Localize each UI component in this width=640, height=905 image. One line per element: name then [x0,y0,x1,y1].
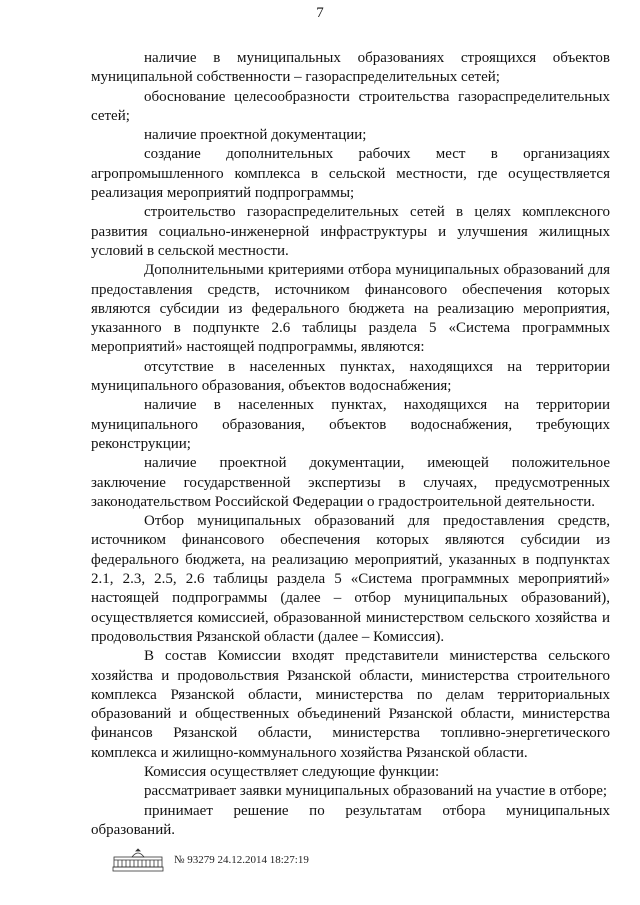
paragraph: наличие в муниципальных образованиях строящихся объектов муниципальной собственности – газораспределительных сетей; [91,50,610,86]
paragraph: строительство газораспределительных сетей в целях комплексного развития социально-инженерной инфраструктуры и улучшения жилищных условий в сельской местности. [91,204,610,259]
paragraph: наличие проектной документации; [144,127,367,144]
paragraph: Отбор муниципальных образований для предоставления средств, источником финансового обеспечения которых являются субсидии из федерального бюджета, на реализацию мероприятий, указанных в подпунктах 2.1, 2.3, 2.5, 2.6 таблицы раздела 5 «Система программных мероприятий» настоящей подпрограммы (далее – отбор муниципальных образований), осуществляется комиссией, образованной министерством сельского хозяйства и продовольствия Рязанской области (далее – Комиссия). [91,513,610,645]
paragraph: наличие в населенных пунктах, находящихся на территории муниципального образования, объектов водоснабжения, требующих реконструкции; [91,397,610,452]
page-number: 7 [316,5,324,21]
paragraph: Дополнительными критериями отбора муниципальных образований для предоставления средств, источником финансового обеспечения которых являются субсидии из федерального бюджета на реализацию мероприятия, указанного в подпункте 2.6 таблицы раздела 5 «Система программных мероприятий» настоящей подпрограммы, являются: [91,262,610,356]
paragraph: наличие проектной документации, имеющей положительное заключение государственной экспертизы в случаях, предусмотренных законодательством Российской Федерации о градостроительной деятельности. [91,455,610,510]
paragraph: рассматривает заявки муниципальных образований на участие в отборе; [144,783,608,800]
document-footer [112,848,412,874]
paragraph: создание дополнительных рабочих мест в организациях агропромышленного комплекса в сельской местности, где осуществляется реализация мероприятий подпрограммы; [91,146,610,202]
paragraph: Комиссия осуществляет следующие функции: [144,763,440,780]
paragraph: отсутствие в населенных пунктах, находящихся на территории муниципального образования, объектов водоснабжения; [91,358,610,395]
paragraph: обоснование целесообразности строительства газораспределительных сетей; [91,88,610,124]
paragraph: принимает решение по результатам отбора муниципальных образований. [91,802,610,838]
registration-stamp: № 93279 24.12.2014 18:27:19 [174,854,309,866]
body-text [91,49,610,840]
building-emblem-icon [112,848,164,872]
paragraph: В состав Комиссии входят представители министерства сельского хозяйства и продовольствия Рязанской области, министерства строительного комплекса Рязанской области, министерства по делам территориальных образований и общественных объединений Рязанской области, министерства финансов Рязанской области, министерства топливно-энергетического комплекса и жилищно-коммунального хозяйства Рязанской области. [91,648,610,761]
